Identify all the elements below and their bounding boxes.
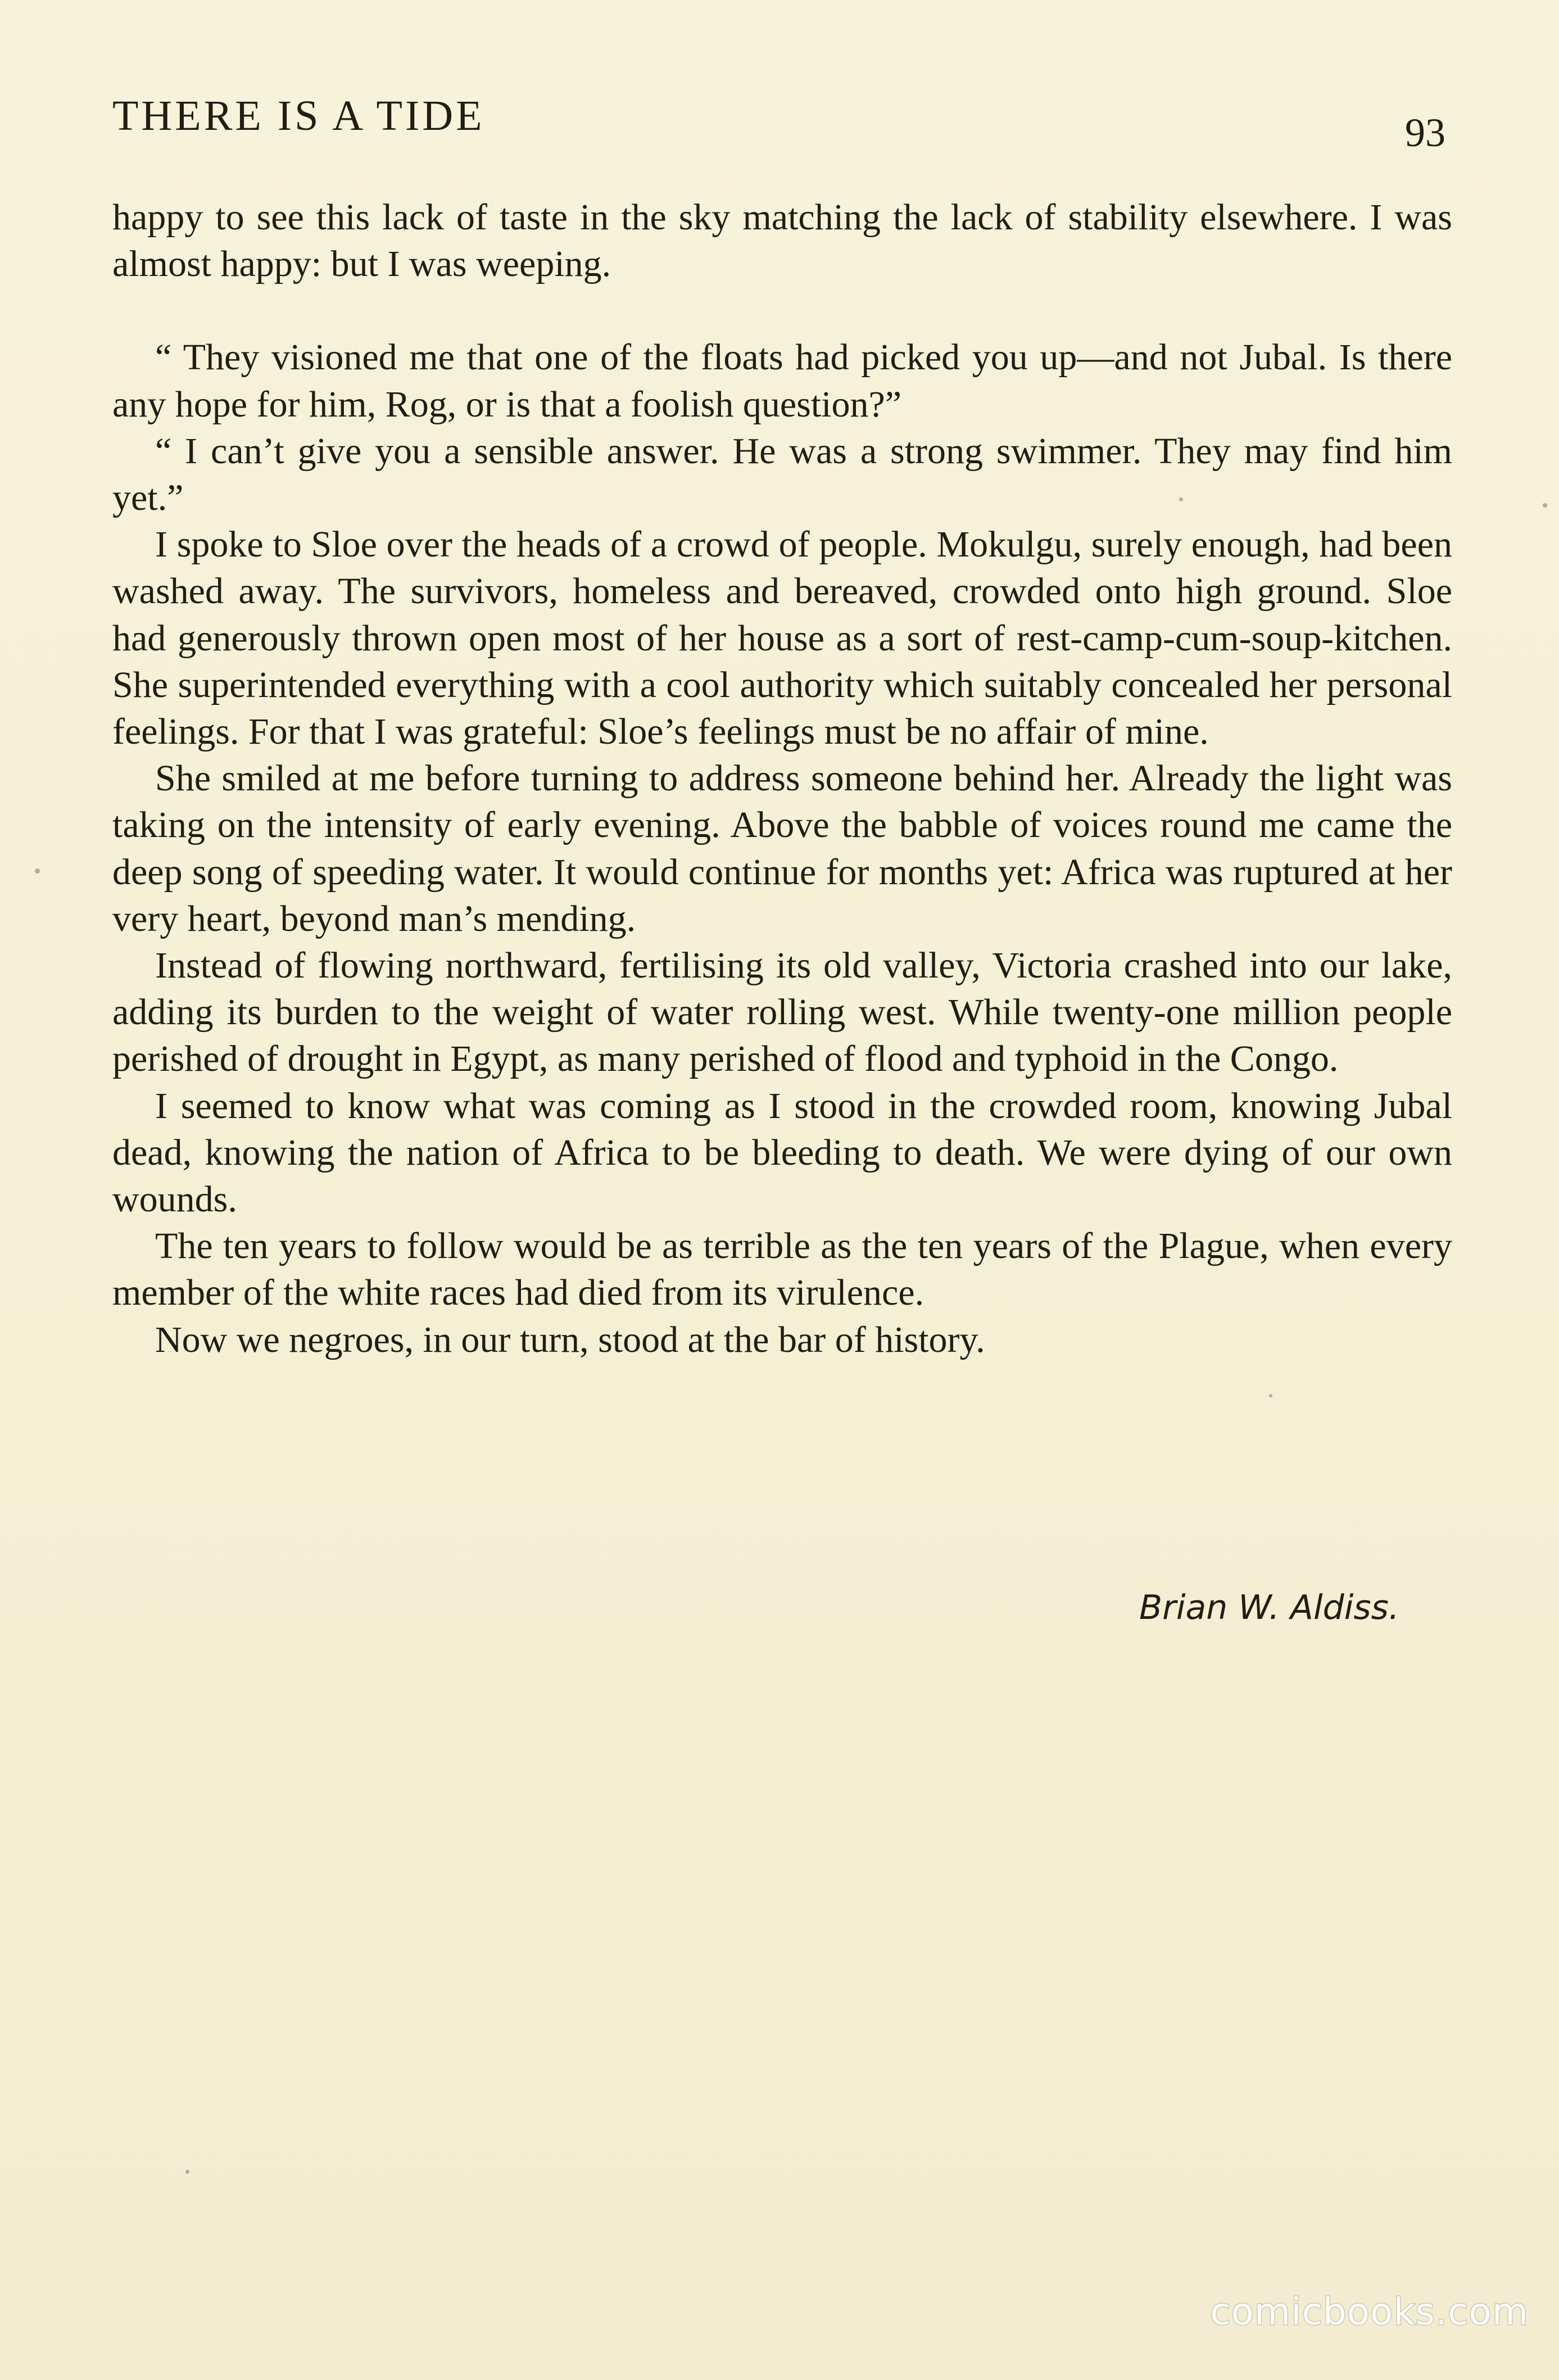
paragraph: I seemed to know what was coming as I stood in the crowded room, knowing Jubal dead, knowing the nation of Africa to be bleeding to death. We were dying of our own wounds.	[112, 1085, 1452, 1220]
running-title: THERE IS A TIDE	[112, 92, 485, 139]
paragraph: “ They visioned me that one of the floats had picked you up—and not Jubal. Is there any hope for him, Rog, or is that a foolish question?”	[112, 337, 1452, 425]
paper-speck	[1543, 503, 1547, 508]
paragraph: She smiled at me before turning to address someone behind her. Already the light was taking on the intensity of early evening. Above the babble of voices round me came the deep song of speeding water. It would continue for months yet: Africa was ruptured at her very heart, beyond man’s mending.	[112, 758, 1452, 939]
paper-speck	[35, 868, 40, 874]
paragraph: The ten years to follow would be as terrible as the ten years of the Plague, when every member of the white races had died from its virulence.	[112, 1225, 1452, 1314]
paragraph: I spoke to Sloe over the heads of a crowd of people. Mokulgu, surely enough, had been washed away. The survivors, homeless and bereaved, crowded onto high ground. Sloe had generously thrown open most of her house as a sort of rest-camp-cum-soup-kitchen. She superintended everything with a cool authority which suitably concealed her personal feelings. For that I was grateful: Sloe’s feelings must be no affair of mine.	[112, 524, 1452, 753]
paragraph: Instead of flowing northward, fertilising its old valley, Victoria crashed into our lake, adding its burden to the weight of water rolling west. While twenty-one million people perished of drought in Egypt, as many perished of flood and typhoid in the Congo.	[112, 945, 1452, 1080]
paragraph: happy to see this lack of taste in the sky matching the lack of stability elsewhere. I was almost happy: but I was weeping.	[112, 197, 1452, 285]
body-text	[112, 194, 1452, 1363]
paper-speck	[1179, 497, 1183, 501]
paper-speck	[1269, 1394, 1272, 1397]
paragraph: “ I can’t give you a sensible answer. He was a strong swimmer. They may find him yet.”	[112, 430, 1452, 519]
page-number: 93	[1405, 110, 1445, 155]
watermark: comicbooks.com	[1210, 2290, 1529, 2333]
paper-speck	[185, 2170, 189, 2174]
author-signature: Brian W. Aldiss.	[1139, 1588, 1399, 1627]
paragraph: Now we negroes, in our turn, stood at the bar of history.	[155, 1319, 985, 1360]
